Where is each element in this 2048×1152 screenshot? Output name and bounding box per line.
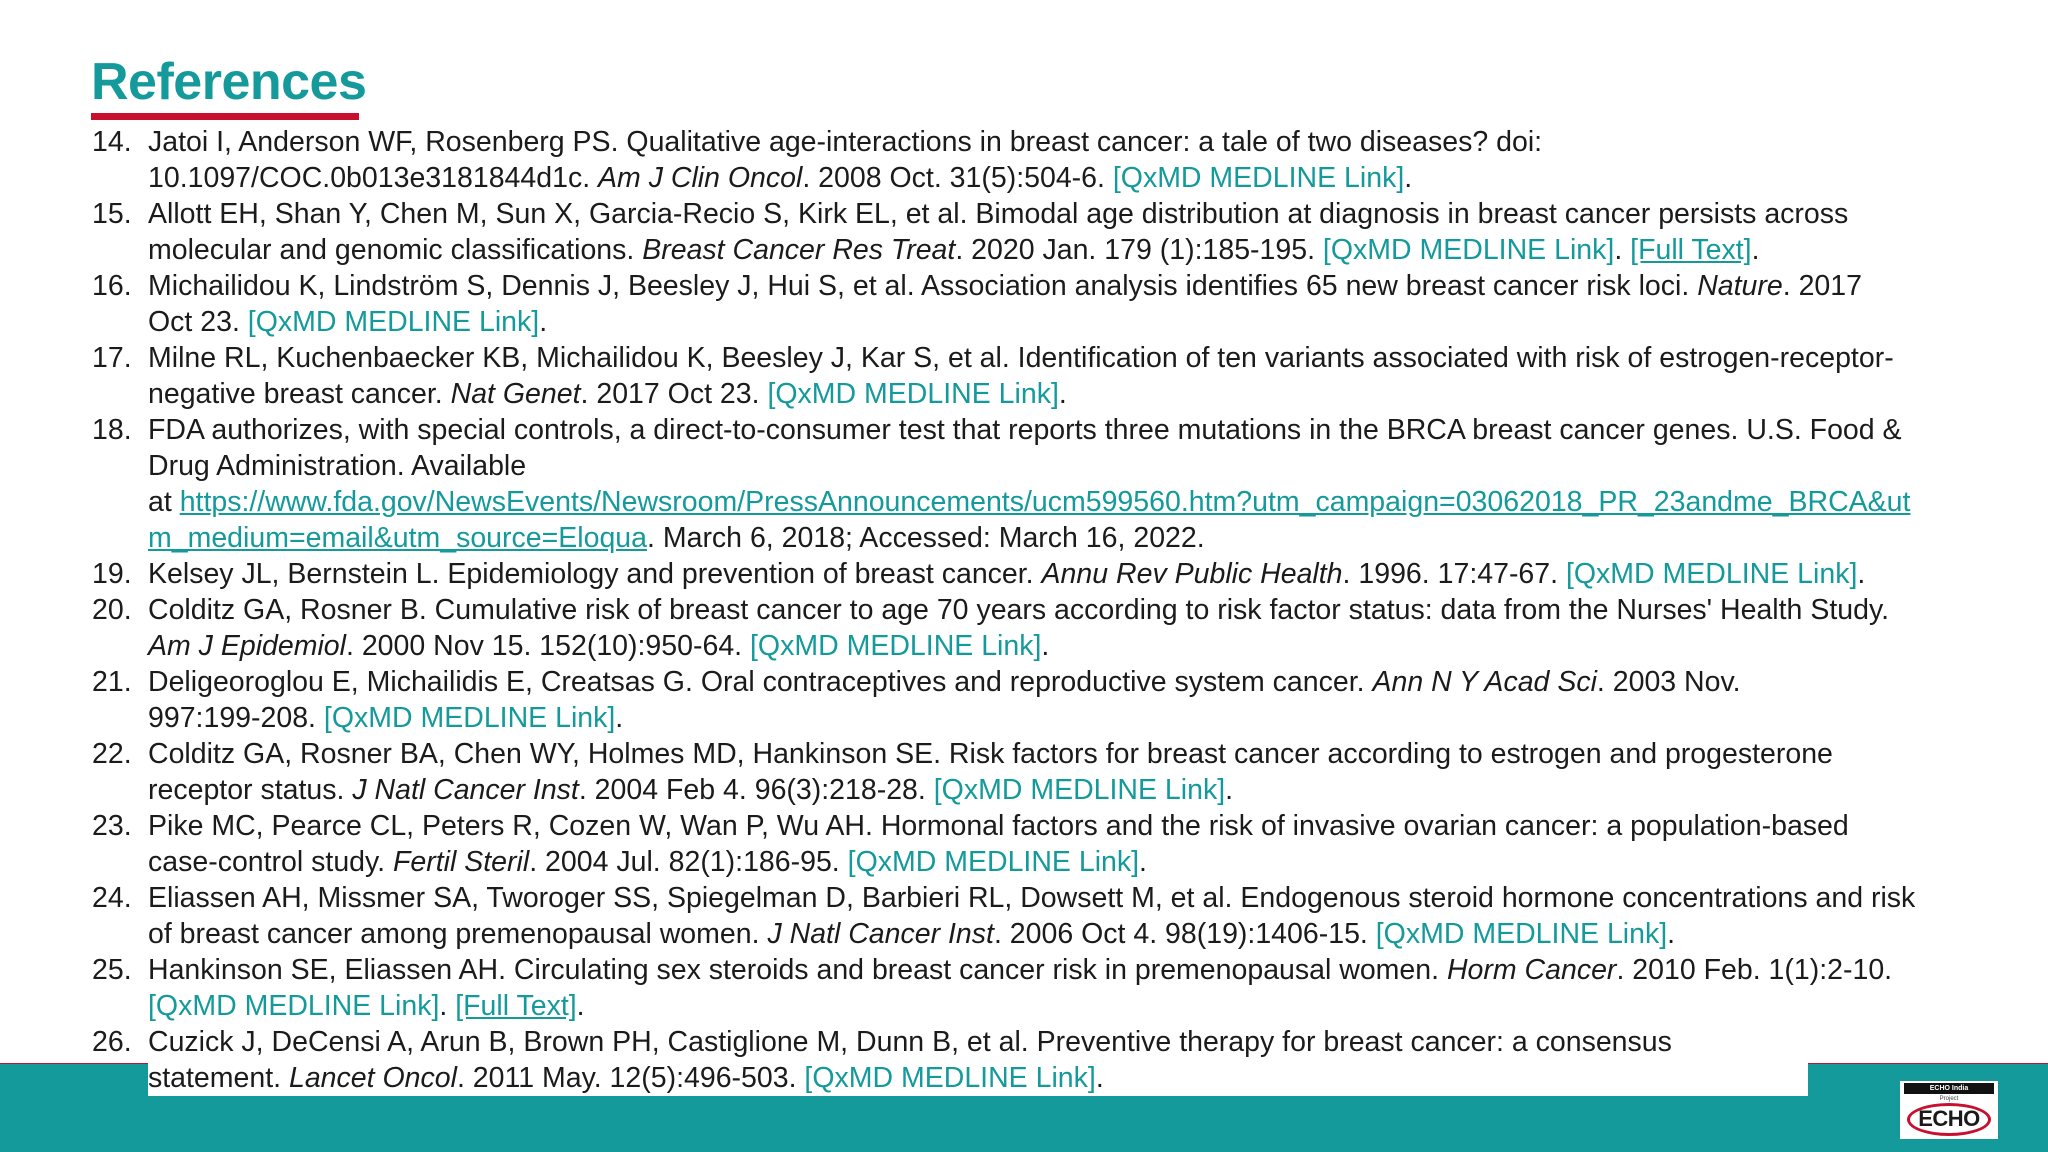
medline-link[interactable]: [QxMD MEDLINE Link] <box>847 846 1140 878</box>
reference-number: 22. <box>92 738 132 770</box>
reference-citation: . 2003 Nov. 997:199-208. <box>148 666 1741 734</box>
journal-name: Fertil Steril <box>393 846 530 878</box>
reference-text <box>148 412 1938 556</box>
reference-number: 14. <box>92 126 132 158</box>
reference-citation: . 2020 Jan. 179 (1):185-195. <box>955 234 1323 266</box>
reference-citation: . 2017 Oct 23. <box>580 378 768 410</box>
reference-number: 15. <box>92 198 132 230</box>
reference-text <box>148 196 1938 268</box>
reference-authors-title: Michailidou K, Lindström S, Dennis J, Beesley J, Hui S, et al. Association analysis identifies 65 new breast cancer risk loci. <box>148 270 1698 302</box>
reference-number: 25. <box>92 954 132 986</box>
reference-text <box>148 808 1898 880</box>
reference-separator: . <box>1614 234 1631 266</box>
reference-number: 19. <box>92 558 132 590</box>
medline-link[interactable]: [QxMD MEDLINE Link] <box>323 702 616 734</box>
reference-authors-title: Deligeoroglou E, Michailidis E, Creatsas G. Oral contraceptives and reproductive system cancer. <box>148 666 1373 698</box>
reference-authors-title: Jatoi I, Anderson WF, Rosenberg PS. Qualitative age-interactions in breast cancer: a tale of two diseases? doi: 10.1097/COC.0b013e3181844d1c. <box>148 126 1543 194</box>
reference-citation: . 2008 Oct. 31(5):504-6. <box>802 162 1113 194</box>
medline-link[interactable]: [QxMD MEDLINE Link] <box>1565 558 1858 590</box>
reference-number: 21. <box>92 666 132 698</box>
reference-number: 26. <box>92 1026 132 1058</box>
reference-item <box>92 664 1952 736</box>
journal-name: J Natl Cancer Inst <box>767 918 994 950</box>
medline-link[interactable]: [QxMD MEDLINE Link] <box>1375 918 1668 950</box>
medline-link[interactable]: [QxMD MEDLINE Link] <box>767 378 1059 410</box>
journal-name: Horm Cancer <box>1446 954 1617 986</box>
reference-authors-title: FDA authorizes, with special controls, a direct-to-consumer test that reports three mutations in the BRCA breast cancer genes. U.S. Food & Drug Administration. Available <box>148 414 1902 482</box>
reference-authors-title: Eliassen AH, Missmer SA, Tworoger SS, Spiegelman D, Barbieri RL, Dowsett M, et al. Endogenous steroid hormone concentrations and risk of breast cancer among premenopausal women. <box>148 882 1916 950</box>
reference-text <box>148 556 1888 592</box>
reference-text <box>148 124 1708 196</box>
full-text-link[interactable]: [Full Text] <box>455 990 577 1022</box>
reference-authors-title: Milne RL, Kuchenbaecker KB, Michailidou K, Beesley J, Kar S, et al. Identification of ten variants associated with risk of estrogen-receptor-negative breast cancer. <box>148 342 1894 410</box>
reference-authors-title: Allott EH, Shan Y, Chen M, Sun X, Garcia-Recio S, Kirk EL, et al. Bimodal age distribution at diagnosis in breast cancer persists across molecular and genomic classifications. <box>148 198 1849 266</box>
reference-number: 16. <box>92 270 132 302</box>
reference-citation: . 1996. 17:47-67. <box>1342 558 1566 590</box>
reference-item <box>92 1024 1952 1096</box>
reference-authors-title: Colditz GA, Rosner BA, Chen WY, Holmes MD, Hankinson SE. Risk factors for breast cancer according to estrogen and progesterone receptor status. <box>148 738 1833 806</box>
full-text-link[interactable]: [Full Text] <box>1630 234 1752 266</box>
journal-name: Annu Rev Public Health <box>1041 558 1343 590</box>
medline-link[interactable]: [QxMD MEDLINE Link] <box>933 774 1226 806</box>
reference-end: . <box>1095 1062 1104 1094</box>
reference-item <box>92 340 1952 412</box>
reference-item <box>92 268 1952 340</box>
reference-number: 17. <box>92 342 132 374</box>
medline-link[interactable]: [QxMD MEDLINE Link] <box>750 630 1042 662</box>
reference-authors-title: Pike MC, Pearce CL, Peters R, Cozen W, Wan P, Wu AH. Hormonal factors and the risk of invasive ovarian cancer: a population-based case-control study. <box>148 810 1849 878</box>
journal-name: J Natl Cancer Inst <box>352 774 579 806</box>
medline-link[interactable]: [QxMD MEDLINE Link] <box>148 990 440 1022</box>
journal-name: Nature <box>1697 270 1783 302</box>
reference-end: . <box>576 990 585 1022</box>
reference-item <box>92 592 1952 664</box>
reference-list <box>92 124 1952 1096</box>
reference-end: . <box>1139 846 1147 878</box>
reference-item <box>92 952 1952 1024</box>
journal-name: Ann N Y Acad Sci <box>1372 666 1597 698</box>
reference-item <box>92 808 1952 880</box>
reference-prefix: at <box>148 486 180 518</box>
project-echo-logo <box>1900 1081 1998 1139</box>
reference-authors-title: Cuzick J, DeCensi A, Arun B, Brown PH, Castiglione M, Dunn B, et al. Preventive therapy for breast cancer: a consensus statement. <box>148 1026 1672 1094</box>
reference-text <box>148 952 1938 1024</box>
reference-item <box>92 412 1952 556</box>
reference-citation: . 2006 Oct 4. 98(19):1406-15. <box>993 918 1376 950</box>
reference-text <box>148 340 1898 412</box>
reference-authors-title: Kelsey JL, Bernstein L. Epidemiology and prevention of breast cancer. <box>148 558 1042 590</box>
journal-name: Am J Epidemiol <box>148 630 346 662</box>
reference-item <box>92 880 1952 952</box>
reference-citation: . 2011 May. 12(5):496-503. <box>456 1062 805 1094</box>
reference-citation: . 2004 Jul. 82(1):186-95. <box>529 846 848 878</box>
reference-separator: . <box>439 990 456 1022</box>
reference-end: . <box>1404 162 1413 194</box>
reference-end: . <box>1058 378 1067 410</box>
reference-end: . <box>1041 630 1050 662</box>
reference-text <box>148 592 1908 664</box>
medline-link[interactable]: [QxMD MEDLINE Link] <box>1322 234 1615 266</box>
reference-number: 23. <box>92 810 132 842</box>
reference-number: 18. <box>92 414 132 446</box>
medline-link[interactable]: [QxMD MEDLINE Link] <box>247 306 540 338</box>
journal-name: Nat Genet <box>450 378 581 410</box>
reference-citation: . 2000 Nov 15. 152(10):950-64. <box>345 630 751 662</box>
reference-authors-title: Colditz GA, Rosner B. Cumulative risk of breast cancer to age 70 years according to risk factor status: data from the Nurses' Health Study. <box>148 594 1890 626</box>
reference-end: . <box>615 702 624 734</box>
title-underline <box>91 113 359 120</box>
medline-link[interactable]: [QxMD MEDLINE Link] <box>804 1062 1096 1094</box>
reference-item <box>92 196 1952 268</box>
journal-name: Am J Clin Oncol <box>598 162 803 194</box>
logo-main-text: ECHO <box>1907 1103 1991 1136</box>
reference-text <box>148 1024 1808 1096</box>
reference-text <box>148 736 1938 808</box>
logo-sub-text: Project <box>1939 1096 1959 1102</box>
reference-end: . <box>1751 234 1760 266</box>
reference-end: . <box>539 306 548 338</box>
reference-text <box>148 664 1858 736</box>
reference-number: 20. <box>92 594 132 626</box>
reference-end: . <box>1667 918 1676 950</box>
reference-item <box>92 556 1952 592</box>
reference-number: 24. <box>92 882 132 914</box>
reference-text <box>148 880 1938 952</box>
reference-citation: . 2017 Oct 23. <box>148 270 1862 338</box>
reference-citation: . 2004 Feb 4. 96(3):218-28. <box>578 774 934 806</box>
reference-text <box>148 268 1898 340</box>
reference-citation: . 2010 Feb. 1(1):2-10. <box>1616 954 1893 986</box>
reference-item <box>92 736 1952 808</box>
reference-end: . <box>1857 558 1866 590</box>
journal-name: Lancet Oncol <box>288 1062 457 1094</box>
medline-link[interactable]: [QxMD MEDLINE Link] <box>1112 162 1405 194</box>
reference-item <box>92 124 1952 196</box>
reference-end: . <box>1225 774 1234 806</box>
fda-url-link[interactable]: https://www.fda.gov/NewsEvents/Newsroom/PressAnnouncements/ucm599560.htm?utm_campaign=03062018_PR_23andme_BRCA&utm_medium=email&utm_source=Eloqua <box>148 486 1911 554</box>
journal-name: Breast Cancer Res Treat <box>642 234 956 266</box>
reference-end: . March 6, 2018; Accessed: March 16, 2022. <box>647 522 1205 554</box>
page-title: References <box>91 53 367 111</box>
reference-authors-title: Hankinson SE, Eliassen AH. Circulating sex steroids and breast cancer risk in premenopausal women. <box>148 954 1447 986</box>
logo-top-text: ECHO India <box>1904 1083 1994 1094</box>
